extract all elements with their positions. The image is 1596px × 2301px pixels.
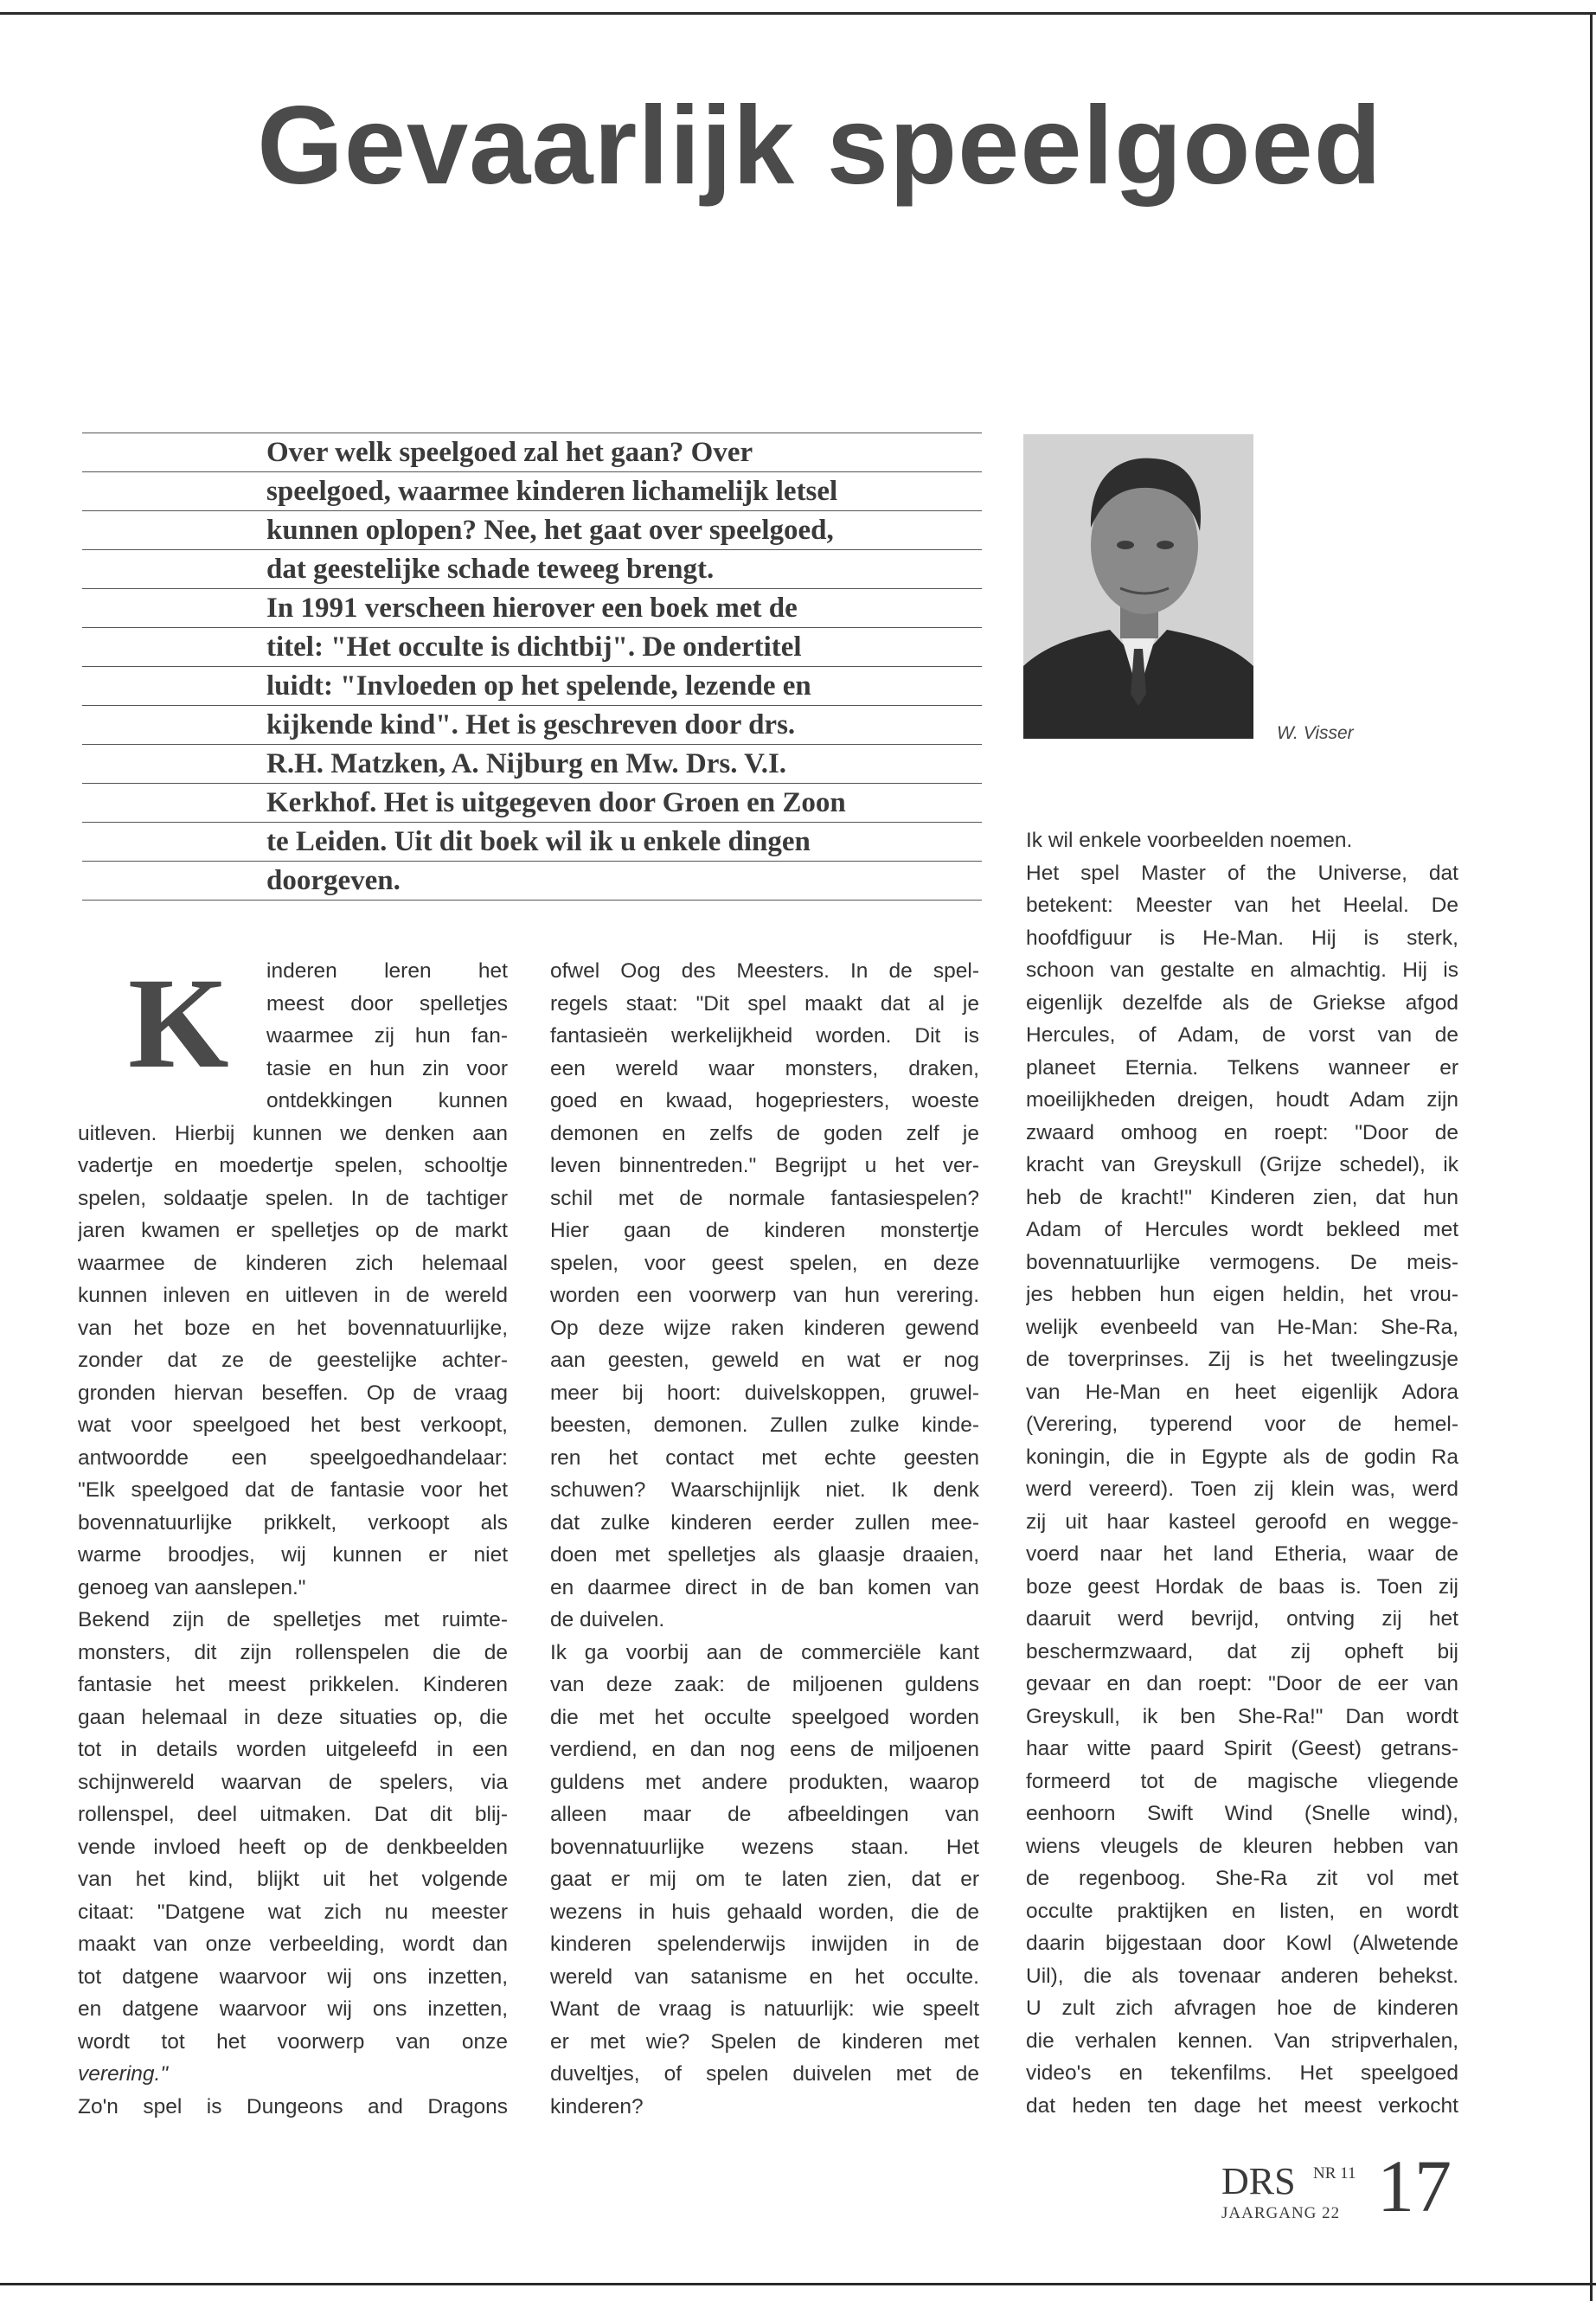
column-1-line: ontdekkingen kunnen (266, 1089, 508, 1112)
column-1-line: waarmee zij hun fan- (266, 1024, 508, 1048)
column-1-line: vende invloed heeft op de denkbeelden (78, 1835, 508, 1859)
column-2-line: kinderen spelenderwijs inwijden in de (550, 1932, 979, 1956)
intro-line: doorgeven. (82, 861, 982, 901)
column-1-line: tot in details worden uitgeleefd in een (78, 1738, 508, 1761)
column-3-line: wiens vleugels de kleuren hebben van (1026, 1834, 1458, 1858)
intro-line: Kerkhof. Het is uitgegeven door Groen en Zoon (82, 783, 982, 822)
column-2-line: duveltjes, of spelen duivelen met de (550, 2062, 979, 2086)
intro-line: luidt: "Invloeden op het spelende, lezende en (82, 666, 982, 705)
column-3-line: Het spel Master of the Universe, dat (1026, 861, 1458, 885)
column-3-line: van He-Man en heet eigenlijk Adora (1026, 1380, 1458, 1404)
column-1 (78, 952, 508, 2123)
column-1-line: "Elk speelgoed dat de fantasie voor het (78, 1478, 508, 1502)
portrait-image (1023, 434, 1253, 739)
column-3-line: Greyskull, ik ben She-Ra!" Dan wordt (1026, 1704, 1458, 1728)
column-3 (1026, 824, 1458, 2122)
column-3-line: die verhalen kennen. Van stripverhalen, (1026, 2029, 1458, 2053)
column-2-line: de duivelen. (550, 1608, 665, 1631)
column-2-line: alleen maar de afbeeldingen van (550, 1803, 979, 1826)
intro-line: titel: "Het occulte is dichtbij". De ondertitel (82, 627, 982, 666)
column-3-line: video's en tekenfilms. Het speelgoed (1026, 2061, 1458, 2085)
column-2-line: van deze zaak: de miljoenen guldens (550, 1673, 979, 1696)
column-3-line: eigenlijk dezelfde als de Griekse afgod (1026, 990, 1458, 1015)
column-1-line: Bekend zijn de spelletjes met ruimte- (78, 1608, 508, 1631)
column-3-line: daarin bijgestaan door Kowl (Alwetende (1026, 1932, 1458, 1955)
column-2-line: worden een voorwerp van hun verering. (550, 1284, 979, 1307)
issue-number: NR 11 (1313, 2164, 1356, 2182)
page-right-rule (1590, 12, 1593, 2301)
column-2 (550, 955, 979, 2123)
column-1-line: jaren kwamen er spelletjes op de markt (78, 1219, 508, 1242)
intro-block (82, 433, 982, 901)
column-2-line: doen met spelletjes als glaasje draaien, (550, 1543, 979, 1567)
column-2-line: spelen, voor geest spelen, en deze (550, 1251, 979, 1275)
column-2-line: leven binnentreden." Begrijpt u het ver- (550, 1154, 979, 1177)
column-1-line: van het kind, blijkt uit het volgende (78, 1868, 508, 1891)
column-1-line: gronden hiervan beseffen. Op de vraag (78, 1381, 508, 1405)
column-1-line: wat voor speelgoed het best verkoopt, (78, 1413, 508, 1437)
column-3-line: Hercules, of Adam, de vorst van de (1026, 1023, 1458, 1047)
column-3-line: koningin, die in Egypte als de godin Ra (1026, 1445, 1458, 1469)
column-1-line: uitleven. Hierbij kunnen we denken aan (78, 1121, 508, 1145)
column-1-line: vadertje en moedertje spelen, schooltje (78, 1154, 508, 1177)
column-1-line: waarmee de kinderen zich helemaal (78, 1251, 508, 1275)
column-1-line: wordt tot het voorwerp van onze (78, 2029, 508, 2054)
column-3-line: betekent: Meester van het Heelal. De (1026, 894, 1458, 917)
column-2-line: er met wie? Spelen de kinderen met (550, 2029, 979, 2054)
column-2-line: en daarmee direct in de ban komen van (550, 1575, 979, 1599)
column-2-line: bovennatuurlijke wezens staan. Het (550, 1835, 979, 1859)
column-2-line: dat zulke kinderen eerder zullen mee- (550, 1510, 979, 1535)
column-3-line: heb de kracht!" Kinderen zien, dat hun (1026, 1185, 1458, 1209)
column-3-line: dat heden ten dage het meest verkocht (1026, 2093, 1458, 2118)
column-3-line: boze geest Hordak de baas is. Toen zij (1026, 1574, 1458, 1599)
column-1-line: antwoordde een speelgoedhandelaar: (78, 1445, 508, 1470)
page-number: 17 (1377, 2144, 1452, 2227)
column-1-line: verering." (78, 2062, 169, 2086)
column-2-line: Want de vraag is natuurlijk: wie speelt (550, 1997, 979, 2021)
column-1-line: monsters, dit zijn rollenspelen die de (78, 1640, 508, 1664)
column-2-line: ofwel Oog des Meesters. In de spel- (550, 959, 979, 983)
column-3-line: occulte praktijken en listen, en wordt (1026, 1899, 1458, 1923)
article-title: Gevaarlijk speelgoed (257, 84, 1382, 208)
column-3-line: werd vereerd). Toen zij klein was, werd (1026, 1477, 1458, 1501)
column-3-line: zwaard omhoog en roept: "Door de (1026, 1120, 1458, 1144)
column-2-line: Op deze wijze raken kinderen gewend (550, 1316, 979, 1340)
column-1-line: inderen leren het (266, 959, 508, 983)
column-2-line: aan geesten, geweld en wat er nog (550, 1349, 979, 1372)
column-2-line: verdiend, en dan nog eens de miljoenen (550, 1738, 979, 1761)
column-2-line: gaat er mij om te laten zien, dat er (550, 1868, 979, 1891)
column-3-line: Ik wil enkele voorbeelden noemen. (1026, 829, 1353, 852)
magazine-brand: DRS (1221, 2160, 1296, 2202)
column-1-line: warme broodjes, wij kunnen er niet (78, 1543, 508, 1567)
column-1-line: spelen, soldaatje spelen. In de tachtiger (78, 1186, 508, 1210)
column-1-line: zonder dat ze de geestelijke achter- (78, 1349, 508, 1372)
column-3-line: daaruit werd bevrijd, ontving zij het (1026, 1607, 1458, 1631)
column-2-line: die met het occulte speelgoed worden (550, 1705, 979, 1729)
column-2-line: een wereld waar monsters, draken, (550, 1056, 979, 1080)
column-3-line: beschermzwaard, dat zij opheft bij (1026, 1639, 1458, 1663)
column-2-line: guldens met andere produkten, waarop (550, 1770, 979, 1794)
column-3-line: welijk evenbeeld van He-Man: She-Ra, (1026, 1315, 1458, 1339)
column-3-line: U zult zich afvragen hoe de kinderen (1026, 1997, 1458, 2020)
column-2-line: schuwen? Waarschijnlijk niet. Ik denk (550, 1478, 979, 1502)
column-1-line: tasie en hun zin voor (266, 1056, 508, 1080)
column-2-line: Ik ga voorbij aan de commerciële kant (550, 1640, 979, 1664)
intro-line: te Leiden. Uit dit boek wil ik u enkele dingen (82, 822, 982, 861)
volume-number: JAARGANG 22 (1221, 2204, 1341, 2222)
page-footer (1221, 2144, 1464, 2232)
column-2-line: wereld van satanisme en het occulte. (550, 1965, 979, 1989)
column-2-line: regels staat: "Dit spel maakt dat al je (550, 991, 979, 1016)
column-1-line: tot datgene waarvoor wij ons inzetten, (78, 1965, 508, 1989)
column-1-line: citaat: "Datgene wat zich nu meester (78, 1900, 508, 1924)
column-3-line: voerd naar het land Etheria, waar de (1026, 1542, 1458, 1566)
column-3-line: kracht van Greyskull (Grijze schedel), ik (1026, 1153, 1458, 1176)
column-3-line: eenhoorn Swift Wind (Snelle wind), (1026, 1802, 1458, 1825)
column-1-line: van het boze en het bovennatuurlijke, (78, 1316, 508, 1340)
column-2-line: fantasieën werkelijkheid worden. Dit is (550, 1024, 979, 1048)
column-2-line: kinderen? (550, 2094, 644, 2118)
column-1-line: fantasie het meest prikkelen. Kinderen (78, 1673, 508, 1696)
column-3-line: jes hebben hun eigen heldin, het vrou- (1026, 1283, 1458, 1306)
column-2-line: wezens in huis gehaald worden, die de (550, 1900, 979, 1924)
column-1-line: en datgene waarvoor wij ons inzetten, (78, 1997, 508, 2021)
column-2-line: schil met de normale fantasiespelen? (550, 1186, 979, 1210)
column-3-line: schoon van gestalte en almachtig. Hij is (1026, 958, 1458, 982)
column-3-line: bovennatuurlijke vermogens. De meis- (1026, 1250, 1458, 1274)
photo-caption: W. Visser (1277, 723, 1354, 743)
column-3-line: moeilijkheden dreigen, houdt Adam zijn (1026, 1088, 1458, 1112)
column-3-line: formeerd tot de magische vliegende (1026, 1769, 1458, 1793)
column-1-line: kunnen inleven en uitleven in de wereld (78, 1284, 508, 1307)
column-3-line: Adam of Hercules wordt bekleed met (1026, 1218, 1458, 1241)
column-3-line: hoofdfiguur is He-Man. Hij is sterk, (1026, 926, 1458, 950)
drop-cap: K (128, 952, 229, 1095)
intro-line: kunnen oplopen? Nee, het gaat over speelgoed, (82, 510, 982, 549)
column-2-line: beesten, demonen. Zullen zulke kinde- (550, 1413, 979, 1437)
page-top-rule (0, 12, 1596, 15)
column-2-line: Hier gaan de kinderen monstertje (550, 1219, 979, 1242)
intro-line: R.H. Matzken, A. Nijburg en Mw. Drs. V.I. (82, 744, 982, 783)
author-photo (1023, 434, 1253, 739)
column-3-line: zij uit haar kasteel geroofd en wegge- (1026, 1509, 1458, 1534)
intro-line: kijkende kind". Het is geschreven door drs. (82, 705, 982, 744)
intro-line: dat geestelijke schade teweeg brengt. (82, 549, 982, 588)
page-bottom-rule (0, 2283, 1596, 2285)
column-3-line: de toverprinses. Zij is het tweelingzusje (1026, 1348, 1458, 1371)
column-2-line: demonen en zelfs de goden zelf je (550, 1121, 979, 1145)
column-3-line: haar witte paard Spirit (Geest) getrans- (1026, 1737, 1458, 1760)
column-1-line: meest door spelletjes (266, 991, 508, 1016)
column-3-line: gevaar en dan roept: "Door de eer van (1026, 1672, 1458, 1695)
intro-line: In 1991 verscheen hierover een boek met de (82, 588, 982, 627)
column-3-line: de regenboog. She-Ra zit vol met (1026, 1867, 1458, 1890)
column-3-line: (Verering, typerend voor de hemel- (1026, 1413, 1458, 1436)
intro-line: Over welk speelgoed zal het gaan? Over (82, 433, 982, 471)
column-1-line: bovennatuurlijke prikkelt, verkoopt als (78, 1510, 508, 1535)
column-1-line: rollenspel, deel uitmaken. Dat dit blij- (78, 1803, 508, 1826)
intro-line: speelgoed, waarmee kinderen lichamelijk letsel (82, 471, 982, 510)
column-2-line: meer bij hoort: duivelskoppen, gruwel- (550, 1381, 979, 1405)
column-2-line: ren het contact met echte geesten (550, 1445, 979, 1470)
column-1-line: genoeg van aanslepen." (78, 1575, 306, 1599)
column-3-line: planeet Eternia. Telkens wanneer er (1026, 1055, 1458, 1080)
column-2-line: goed en kwaad, hogepriesters, woeste (550, 1089, 979, 1112)
column-1-line: Zo'n spel is Dungeons and Dragons (78, 2094, 508, 2118)
column-3-line: Uil), die als tovenaar anderen behekst. (1026, 1964, 1458, 1988)
column-1-line: schijnwereld waarvan de spelers, via (78, 1770, 508, 1794)
column-1-line: maakt van onze verbeelding, wordt dan (78, 1932, 508, 1956)
column-1-line: gaan helemaal in deze situaties op, die (78, 1705, 508, 1729)
